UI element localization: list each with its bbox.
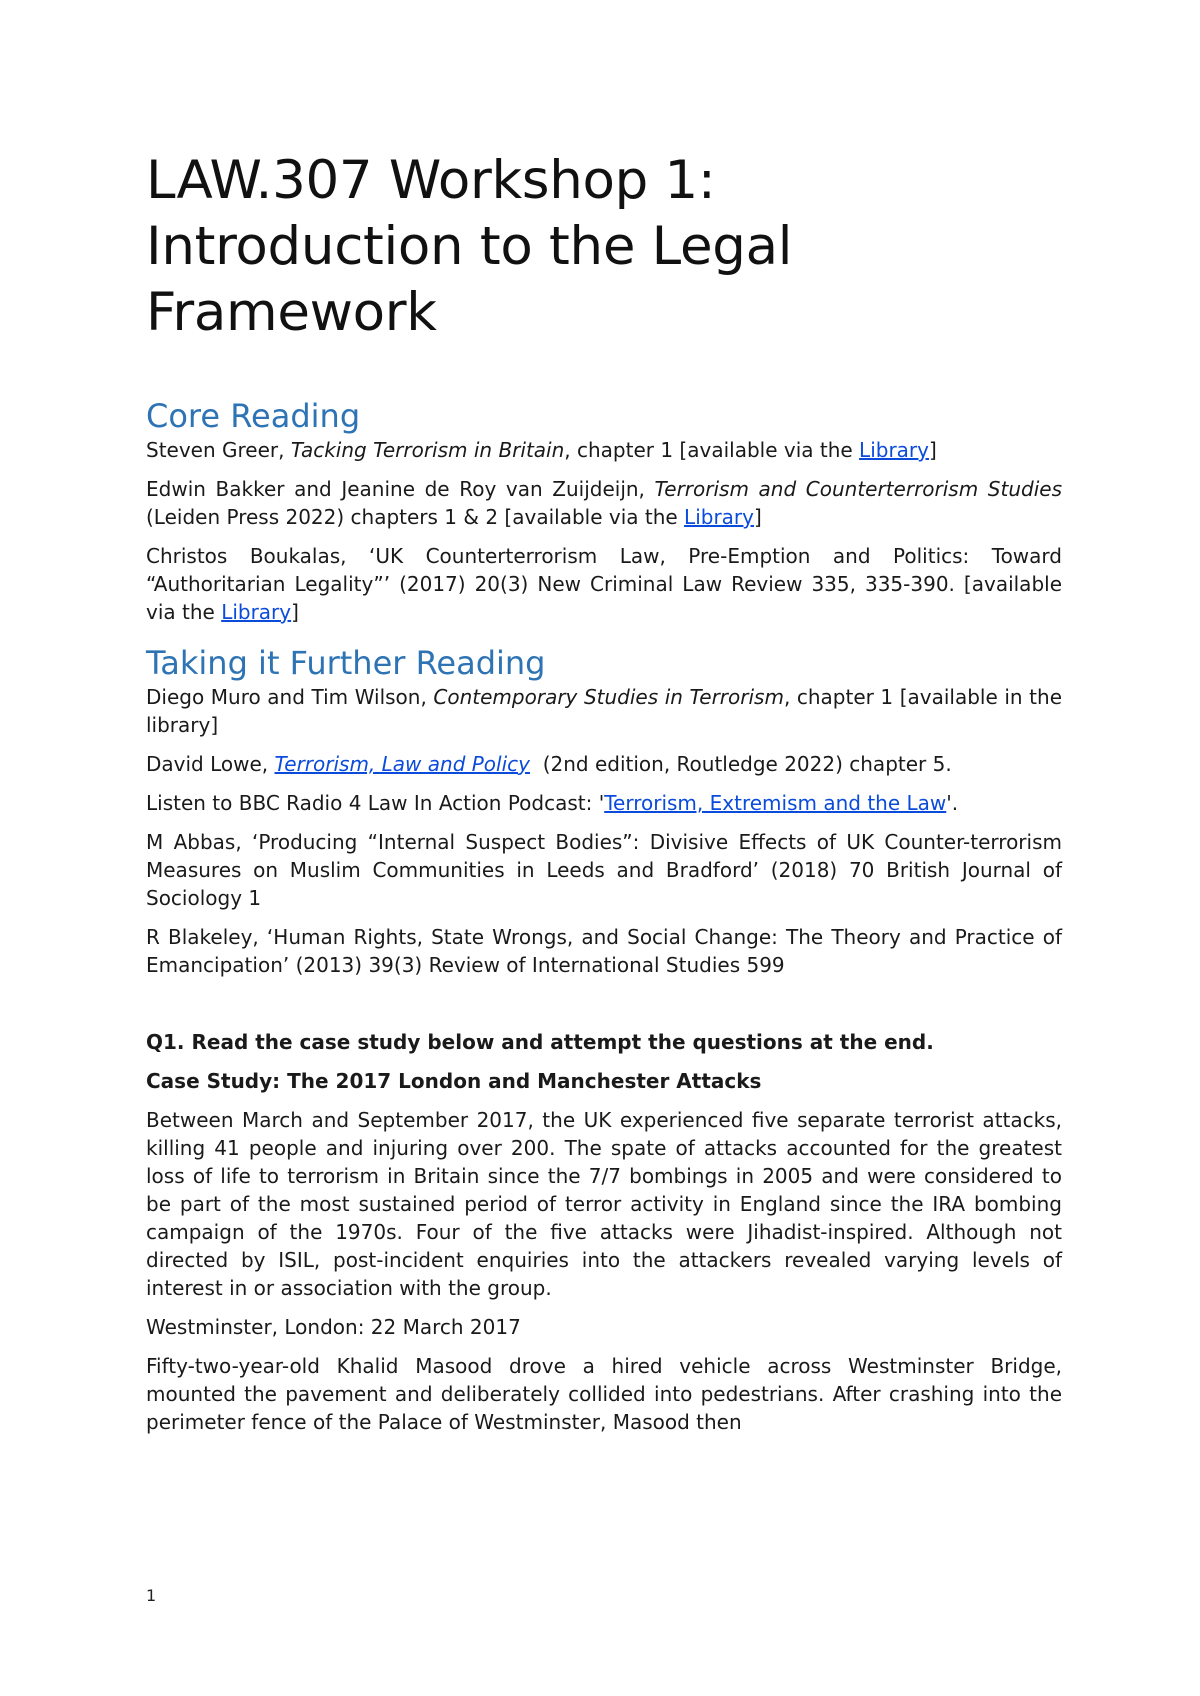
library-link[interactable]: Library	[859, 438, 929, 462]
core-reading-item: Steven Greer, Tacking Terrorism in Britain, chapter 1 [available via the Library]	[146, 438, 937, 462]
page-number: 1	[146, 1586, 157, 1605]
core-reading-item: Edwin Bakker and Jeanine de Roy van Zuijdeijn, Terrorism and Counterterrorism Studies (Leiden Press 2022) chapters 1 & 2 [available via the Library]	[146, 477, 1062, 529]
library-link[interactable]: Library	[221, 600, 292, 624]
core-reading-item: Christos Boukalas, ‘UK Counterterrorism Law, Pre-Emption and Politics: Toward “Authoritarian Legality”’ (2017) 20(3) New Criminal Law Review 335, 335-390. [available via the Library]	[146, 544, 1062, 624]
case-study-title: Case Study: The 2017 London and Manchester Attacks	[146, 1069, 762, 1093]
further-reading-item: M Abbas, ‘Producing “Internal Suspect Bodies”: Divisive Effects of UK Counter-terrorism Measures on Muslim Communities in Leeds and Bradford’ (2018) 70 British Journal of Sociology 1	[146, 830, 1062, 910]
further-reading-item: David Lowe, Terrorism, Law and Policy (2nd edition, Routledge 2022) chapter 5.	[146, 752, 952, 776]
title-line-3: Framework	[146, 282, 437, 343]
document-body	[146, 148, 1062, 1447]
lowe-book-link[interactable]: Terrorism, Law and Policy	[274, 752, 530, 776]
title-line-2: Introduction to the Legal	[146, 216, 793, 277]
case-study-paragraph: Between March and September 2017, the UK experienced five separate terrorist attacks, killing 41 people and injuring over 200. The spate of attacks accounted for the greatest loss of life to terrorism in Britain since the 7/7 bombings in 2005 and were considered to be part of the most sustained period of terror activity in England since the IRA bombing campaign of the 1970s. Four of the five attacks were Jihadist-inspired. Although not directed by ISIL, post-incident enquiries into the attackers revealed varying levels of interest in or association with the group.	[146, 1108, 1062, 1300]
core-reading-heading: Core Reading	[146, 397, 361, 435]
further-reading-heading: Taking it Further Reading	[146, 644, 546, 682]
case-subheading: Westminster, London: 22 March 2017	[146, 1315, 521, 1339]
further-reading-item: R Blakeley, ‘Human Rights, State Wrongs, and Social Change: The Theory and Practice of Emancipation’ (2013) 39(3) Review of International Studies 599	[146, 925, 1062, 977]
further-reading-item: Listen to BBC Radio 4 Law In Action Podcast: 'Terrorism, Extremism and the Law'.	[146, 791, 959, 815]
case-study-paragraph: Fifty-two-year-old Khalid Masood drove a hired vehicle across Westminster Bridge, mounted the pavement and deliberately collided into pedestrians. After crashing into the perimeter fence of the Palace of Westminster, Masood then	[146, 1354, 1062, 1434]
podcast-link[interactable]: Terrorism, Extremism and the Law	[604, 791, 947, 815]
question-1: Q1. Read the case study below and attempt the questions at the end.	[146, 1030, 934, 1054]
library-link[interactable]: Library	[684, 505, 754, 529]
title-line-1: LAW.307 Workshop 1:	[146, 150, 716, 211]
document-title	[146, 148, 1062, 346]
further-reading-item: Diego Muro and Tim Wilson, Contemporary Studies in Terrorism, chapter 1 [available in the library]	[146, 685, 1062, 737]
